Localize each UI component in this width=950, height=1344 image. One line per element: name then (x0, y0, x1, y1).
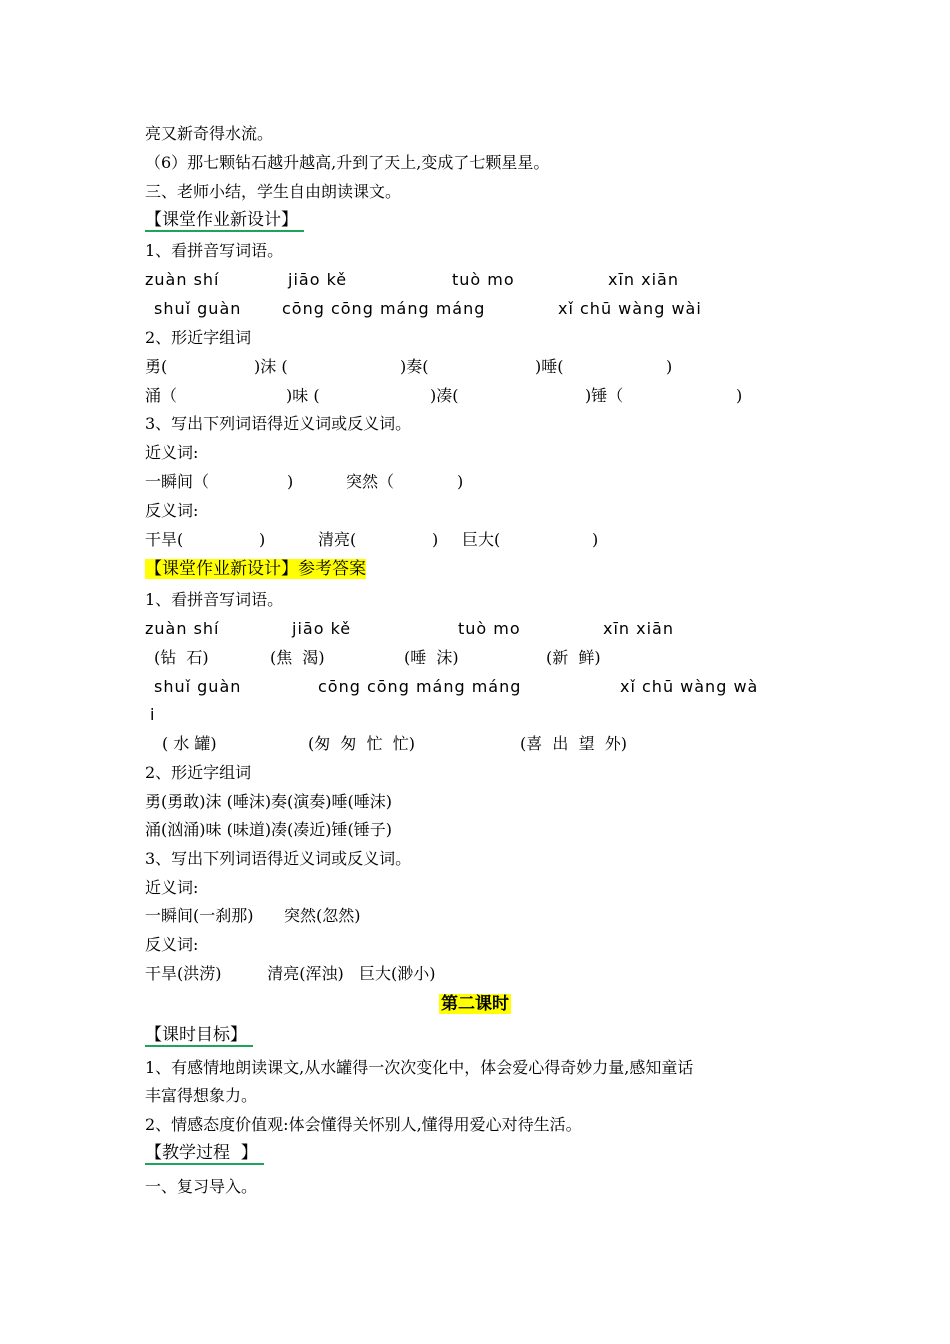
blank-item: 干旱( (145, 530, 184, 549)
blank-item: ) (432, 530, 439, 549)
blank-item: 一瞬间（ (145, 472, 210, 491)
answer-row: 一瞬间(一刹那) 突然(忽然) (145, 906, 361, 925)
pinyin: xǐ chū wàng wà (620, 677, 759, 696)
answer-word: (匆 匆 忙 忙) (308, 734, 416, 753)
text-line: 三、老师小结，学生自由朗读课文。 (145, 182, 402, 201)
text-line: （6）那七颗钻石越升越高,升到了天上,变成了七颗星星。 (145, 153, 550, 172)
blank-item: ) (666, 357, 673, 376)
antonym-label: 反义词: (145, 501, 199, 520)
answer-word: (唾 沫) (404, 648, 459, 667)
synonym-label: 近义词: (145, 443, 199, 462)
blank-item: 勇( (145, 357, 168, 376)
blank-item: 涌（ (145, 386, 178, 405)
question-2: 2、形近字组词 (145, 328, 252, 347)
blank-item: ) (592, 530, 599, 549)
question-1: 1、看拼音写词语。 (145, 590, 284, 609)
answer-row: 干旱(洪涝) 清亮(浑浊) 巨大(渺小) (145, 964, 436, 983)
lesson-title: 第二课时 (441, 994, 509, 1014)
answer-word: ( 水 罐) (162, 734, 217, 753)
pinyin: jiāo kě (292, 619, 352, 638)
pinyin: xīn xiān (608, 270, 679, 289)
blank-item: ) (457, 472, 464, 491)
question-2: 2、形近字组词 (145, 763, 252, 782)
goal-line: 2、情感态度价值观:体会懂得关怀别人,懂得用爱心对待生活。 (145, 1115, 582, 1134)
goal-title: 【课时目标】 (145, 1024, 253, 1046)
answer-word: (钻 石) (154, 648, 209, 667)
question-1: 1、看拼音写词语。 (145, 241, 284, 260)
synonym-label: 近义词: (145, 878, 199, 897)
blank-item: ) (259, 530, 266, 549)
blank-item: )奏( (400, 357, 429, 376)
antonym-label: 反义词: (145, 935, 199, 954)
pinyin: zuàn shí (145, 619, 220, 638)
pinyin: cōng cōng máng máng (318, 677, 522, 696)
process-title: 【教学过程 】 (145, 1142, 264, 1164)
pinyin: i (150, 705, 156, 724)
answer-word: (喜 出 望 外) (520, 734, 628, 753)
step-line: 一、复习导入。 (145, 1177, 258, 1196)
blank-item: 巨大( (462, 530, 501, 549)
blank-item: )味 ( (286, 386, 320, 405)
pinyin: cōng cōng máng máng (282, 299, 486, 318)
pinyin: shuǐ guàn (154, 299, 242, 318)
blank-item: )锤（ (585, 386, 624, 405)
answer-row: 涌(汹涌)味 (味道)凑(凑近)锤(锤子) (145, 820, 393, 839)
answer-row: 勇(勇敢)沫 (唾沫)奏(演奏)唾(唾沫) (145, 792, 393, 811)
pinyin: zuàn shí (145, 270, 220, 289)
homework-title: 【课堂作业新设计】 (145, 209, 304, 231)
question-3: 3、写出下列词语得近义词或反义词。 (145, 849, 412, 868)
goal-line: 丰富得想象力。 (145, 1086, 258, 1105)
answer-word: (焦 渴) (270, 648, 325, 667)
answer-word: (新 鲜) (546, 648, 601, 667)
blank-item: )唾( (535, 357, 564, 376)
blank-item: 清亮( (318, 530, 357, 549)
goal-line: 1、有感情地朗读课文,从水罐得一次次变化中，体会爱心得奇妙力量,感知童话 (145, 1058, 694, 1077)
blank-item: )凑( (430, 386, 459, 405)
question-3: 3、写出下列词语得近义词或反义词。 (145, 414, 412, 433)
blank-item: ) (287, 472, 294, 491)
text-line: 亮又新奇得水流。 (145, 124, 274, 143)
pinyin: xǐ chū wàng wài (558, 299, 702, 318)
pinyin: jiāo kě (288, 270, 348, 289)
pinyin: tuò mo (452, 270, 515, 289)
blank-item: 突然（ (346, 472, 395, 491)
pinyin: shuǐ guàn (154, 677, 242, 696)
pinyin: xīn xiān (603, 619, 674, 638)
pinyin: tuò mo (458, 619, 521, 638)
blank-item: ) (736, 386, 743, 405)
blank-item: )沫 ( (254, 357, 288, 376)
answers-title: 【课堂作业新设计】参考答案 (145, 559, 366, 579)
